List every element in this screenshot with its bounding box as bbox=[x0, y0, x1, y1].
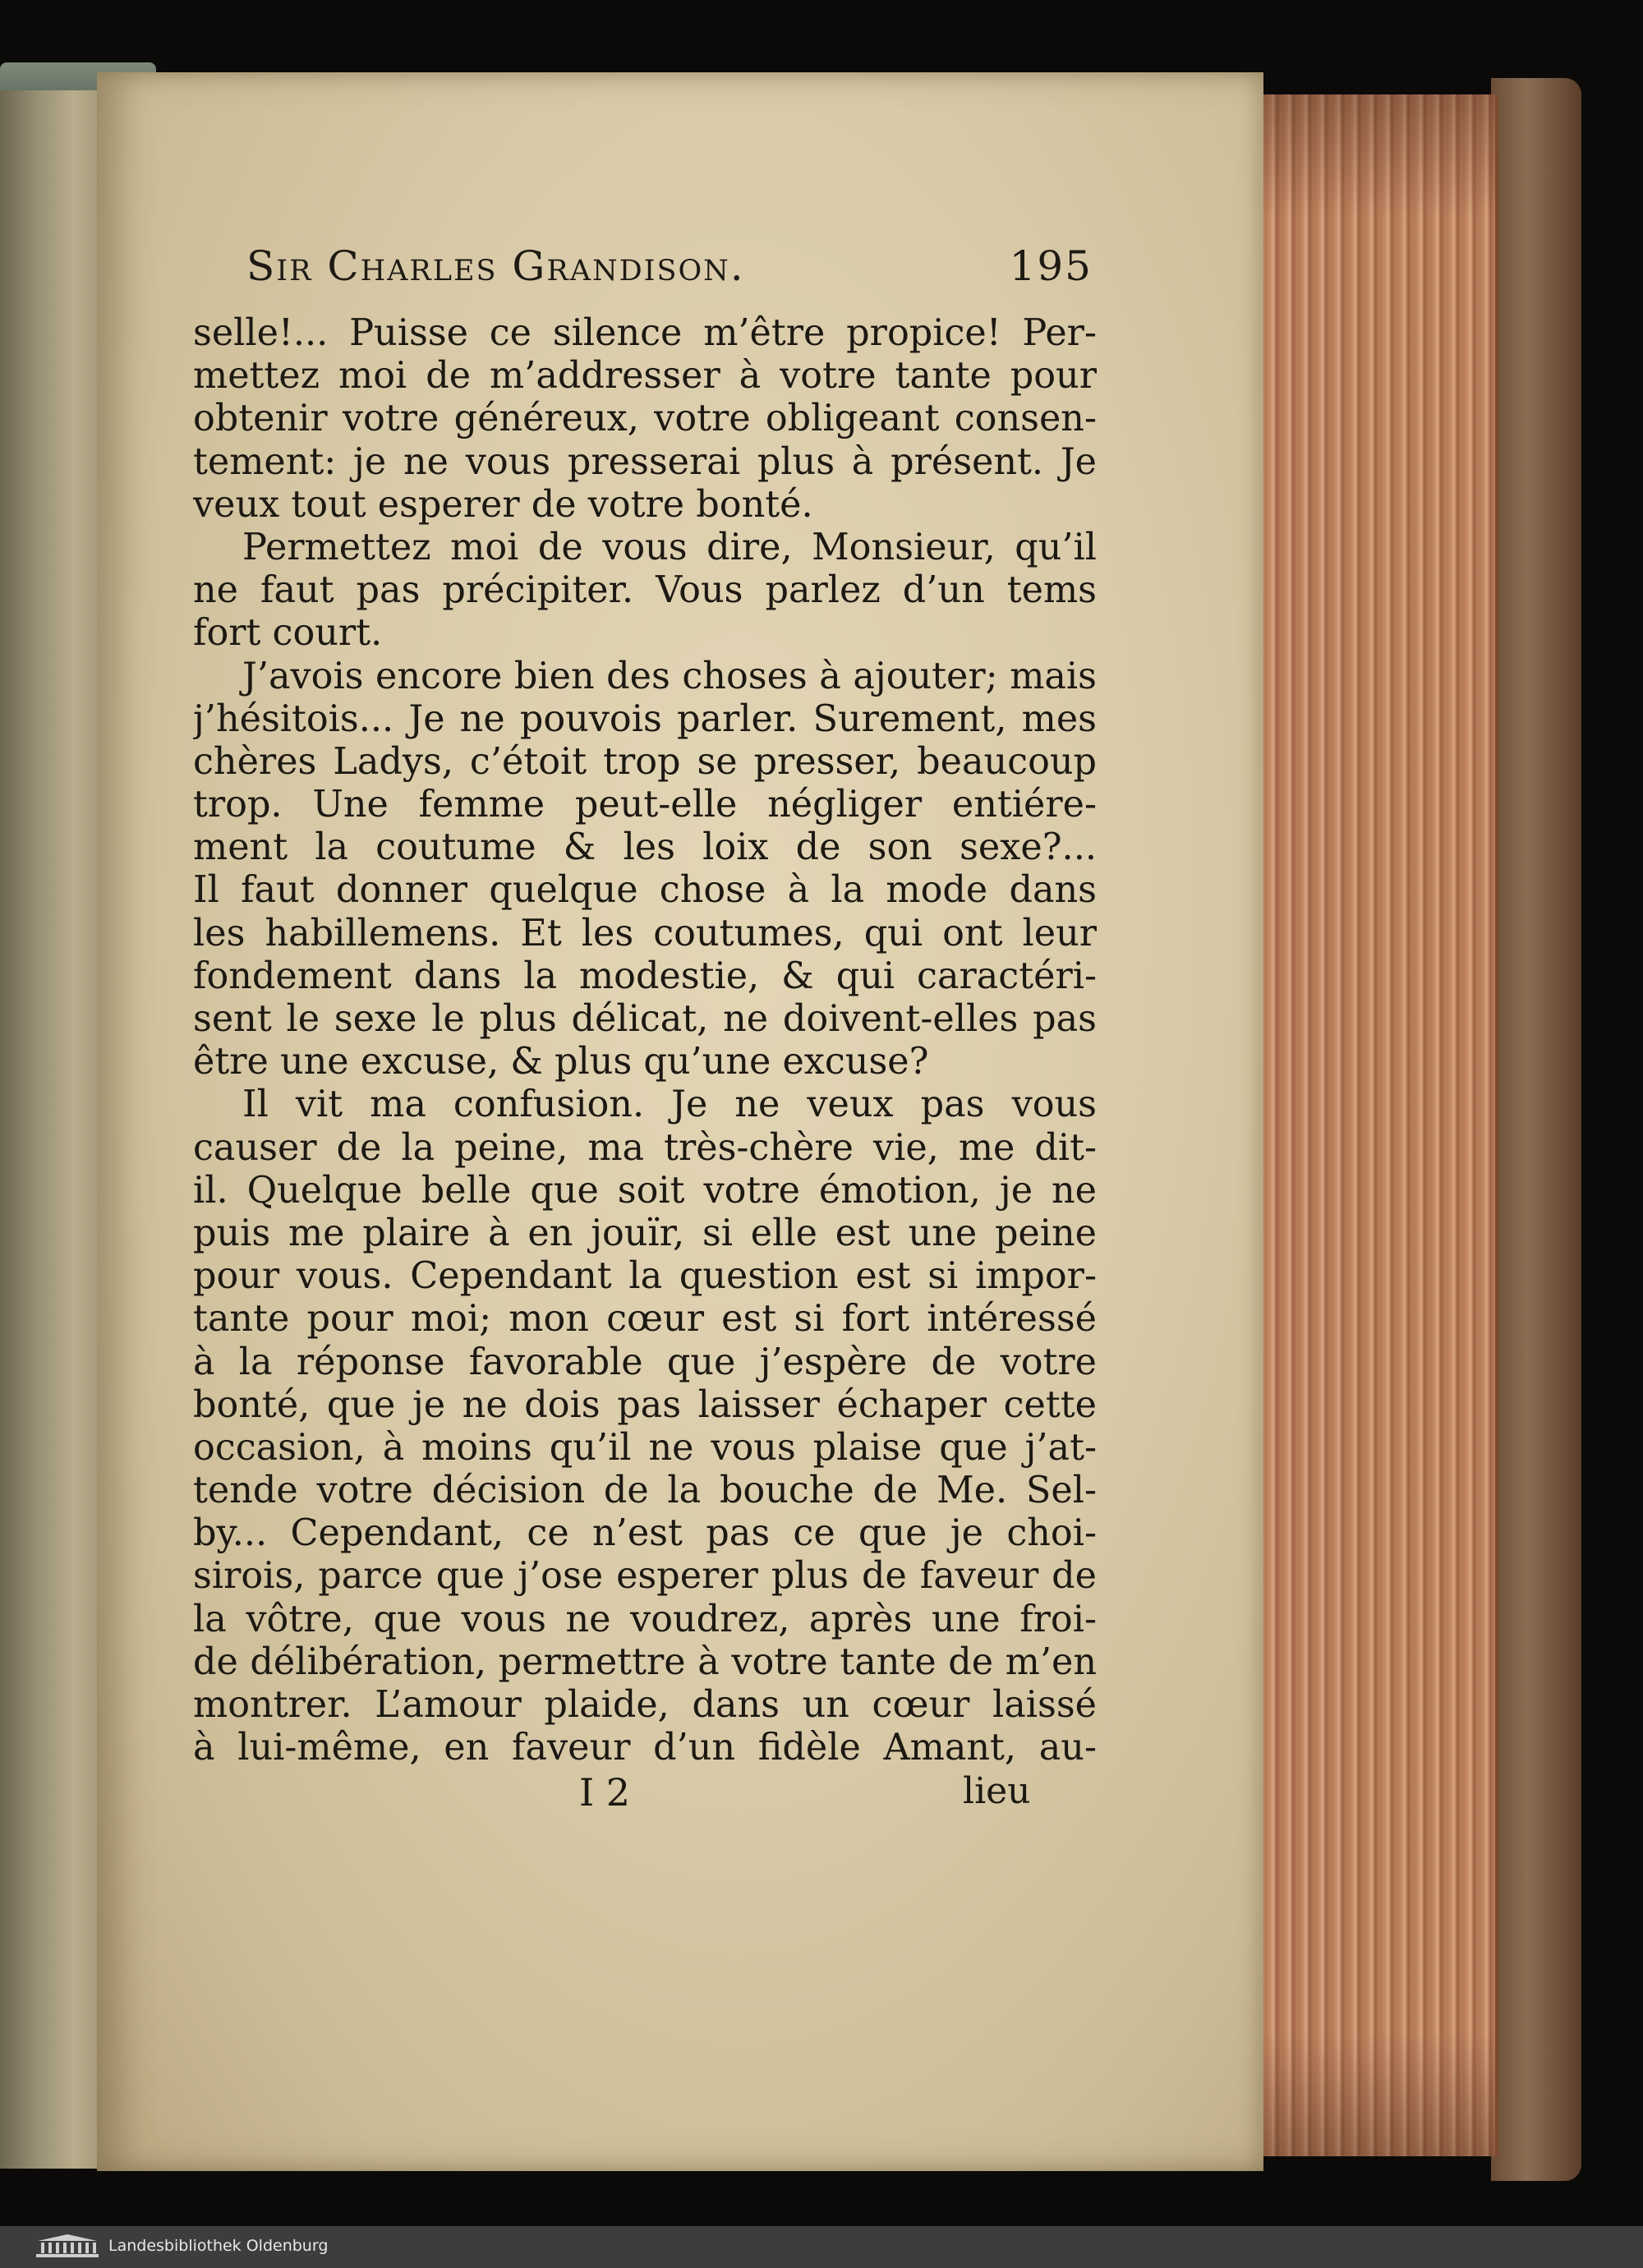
signature-mark: I 2 bbox=[579, 1770, 631, 1815]
text-line: ne faut pas précipiter. Vous parlez d’un tems bbox=[193, 569, 1097, 612]
text-line: de délibération, permettre à votre tante de m’en bbox=[193, 1640, 1097, 1683]
text-line: bonté, que je ne dois pas laisser échaper cette bbox=[193, 1383, 1097, 1426]
text-line: être une excuse, & plus qu’une excuse? bbox=[193, 1041, 929, 1083]
text-line: à la réponse favorable que j’espère de votre bbox=[193, 1341, 1097, 1383]
text-line: j’hésitois... Je ne pouvois parler. Surement, mes bbox=[193, 697, 1097, 740]
text-line: pour vous. Cependant la question est si impor- bbox=[193, 1255, 1097, 1298]
page-edges bbox=[1249, 94, 1498, 2156]
running-head bbox=[246, 242, 1093, 308]
text-line: sirois, parce que j’ose esperer plus de faveur de bbox=[193, 1555, 1097, 1598]
text-line: Il vit ma confusion. Je ne veux pas vous bbox=[242, 1083, 1097, 1126]
text-line: obtenir votre généreux, votre obligeant consen- bbox=[193, 398, 1097, 440]
text-line: causer de la peine, ma très-chère vie, me dit- bbox=[193, 1126, 1097, 1169]
text-line: montrer. L’amour plaide, dans un cœur laissé bbox=[193, 1684, 1097, 1726]
catchword: lieu bbox=[963, 1770, 1031, 1812]
text-line: sent le sexe le plus délicat, ne doivent-elles pas bbox=[193, 998, 1097, 1040]
text-line: trop. Une femme peut-elle négliger entiére- bbox=[193, 784, 1097, 826]
text-line: puis me plaire à en jouïr, si elle est une peine bbox=[193, 1212, 1097, 1254]
text-line: by... Cependant, ce n’est pas ce que je choi- bbox=[193, 1512, 1097, 1555]
library-footer bbox=[0, 2226, 1643, 2268]
text-line: Il faut donner quelque chose à la mode dans bbox=[193, 869, 1097, 912]
library-building-icon bbox=[35, 2233, 100, 2261]
body-text bbox=[193, 312, 1097, 1769]
text-line: J’avois encore bien des choses à ajouter; mais bbox=[242, 655, 1097, 697]
running-title: Sir Charles Grandison. bbox=[246, 242, 745, 290]
text-line: il. Quelque belle que soit votre émotion, je ne bbox=[193, 1169, 1097, 1212]
book-cover-edge bbox=[1491, 78, 1581, 2181]
text-line: fondement dans la modestie, & qui caractéri- bbox=[193, 955, 1097, 997]
text-line: les habillemens. Et les coutumes, qui ont leur bbox=[193, 912, 1097, 955]
text-line: tende votre décision de la bouche de Me. Sel- bbox=[193, 1470, 1097, 1512]
text-line: mettez moi de m’addresser à votre tante pour bbox=[193, 355, 1097, 398]
text-line: occasion, à moins qu’il ne vous plaise que j’at- bbox=[193, 1426, 1097, 1469]
text-line: ment la coutume & les loix de son sexe?... bbox=[193, 826, 1097, 869]
text-line: veux tout esperer de votre bonté. bbox=[193, 483, 813, 526]
text-line: la vôtre, que vous ne voudrez, après une froi- bbox=[193, 1598, 1097, 1640]
text-line: chères Ladys, c’étoit trop se presser, beaucoup bbox=[193, 740, 1097, 783]
left-page-edge bbox=[0, 90, 101, 2169]
text-line: selle!... Puisse ce silence m’être propice! Per- bbox=[193, 312, 1097, 354]
page-number: 195 bbox=[1009, 242, 1093, 290]
text-line: à lui-même, en faveur d’un fidèle Amant, au- bbox=[193, 1727, 1097, 1769]
text-line: fort court. bbox=[193, 612, 383, 655]
text-line: Permettez moi de vous dire, Monsieur, qu’il bbox=[242, 526, 1097, 568]
text-line: tante pour moi; mon cœur est si fort intéressé bbox=[193, 1298, 1097, 1341]
text-line: tement: je ne vous presserai plus à présent. Je bbox=[193, 440, 1097, 483]
library-name: Landesbibliothek Oldenburg bbox=[108, 2237, 329, 2255]
